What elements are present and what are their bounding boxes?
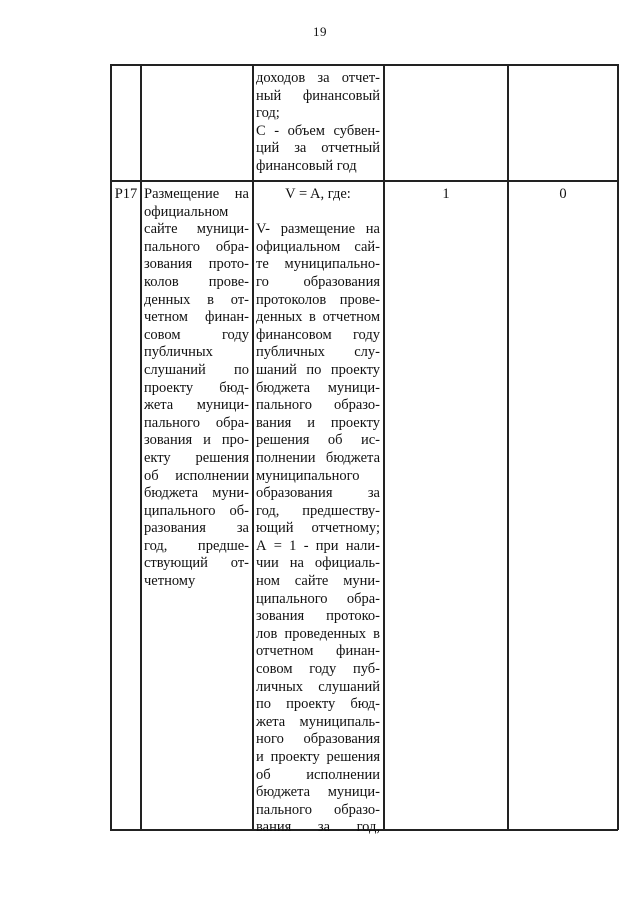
formula-line: шаний по проекту <box>256 361 380 378</box>
row-code-cell: Р17 <box>114 186 138 202</box>
formula-cell <box>256 186 380 837</box>
table-divider-formula <box>383 64 385 830</box>
formula-line: ципального обра- <box>256 590 380 607</box>
name-line: пального обра- <box>144 238 249 255</box>
formula-line: муниципального <box>256 467 360 484</box>
formula-line: год; <box>256 105 280 122</box>
formula-spacer <box>256 204 380 222</box>
formula-line: бюджета муници- <box>256 379 380 396</box>
name-line: год, предше- <box>144 537 249 554</box>
formula-line: жета муниципаль- <box>256 713 380 730</box>
name-line: денных в от- <box>144 291 249 308</box>
formula-line: ный финансовый <box>256 87 380 104</box>
formula-line: полнении бюджета <box>256 449 380 466</box>
formula-line: лов проведенных в <box>256 625 380 642</box>
name-line: официальном <box>144 203 229 220</box>
name-line: ствующий от- <box>144 555 249 572</box>
table-border-left <box>110 64 112 830</box>
formula-line: и проекту решения <box>256 749 380 765</box>
table-divider-name <box>252 64 254 830</box>
formula-line: го образования <box>256 273 380 290</box>
continuation-formula-cell <box>256 70 380 176</box>
formula-line: образования за <box>256 485 380 502</box>
name-line: публичных <box>144 344 213 361</box>
name-line: зования и про- <box>144 432 249 449</box>
formula-line: А = 1 - при нали- <box>256 537 380 554</box>
formula-line: ций за отчетный <box>256 140 380 157</box>
formula-line: доходов за отчет- <box>256 70 380 86</box>
formula-line: вания за год, <box>256 819 380 836</box>
name-line: четном финан- <box>144 309 249 326</box>
formula-line: ного образования <box>256 731 380 748</box>
formula-line: пального образо- <box>256 397 380 414</box>
formula-line: бюджета муници- <box>256 784 380 801</box>
formula-line: по проекту бюд- <box>256 696 380 713</box>
name-line: ципального об- <box>144 502 249 519</box>
table-row-separator <box>110 180 618 182</box>
formula-title: V = A, где: <box>285 186 351 202</box>
name-line: зования прото- <box>144 256 249 273</box>
formula-line: V- размещение на <box>256 221 380 238</box>
formula-line: публичных слу- <box>256 344 380 361</box>
formula-line: С - объем субвен- <box>256 122 380 139</box>
table-divider-value <box>507 64 509 830</box>
page-number: 19 <box>313 24 327 39</box>
name-line: слушаний по <box>144 361 249 378</box>
name-line: четному <box>144 573 196 590</box>
formula-line: денных в отчетном <box>256 309 380 326</box>
name-line: пального обра- <box>144 414 249 431</box>
table-divider-code <box>140 64 142 830</box>
name-line: бюджета муни- <box>144 485 249 502</box>
name-line: колов прове- <box>144 273 249 290</box>
value-yes-cell: 1 <box>442 186 450 202</box>
formula-line: решения об ис- <box>256 432 380 449</box>
table-border-top <box>110 64 618 66</box>
indicator-name-cell <box>144 186 249 591</box>
formula-line: финансовый год <box>256 157 357 174</box>
formula-line: официальном сай- <box>256 238 380 255</box>
formula-line: личных слушаний <box>256 678 380 695</box>
name-line: проекту бюд- <box>144 379 249 396</box>
name-line: об исполнении <box>144 467 249 484</box>
table-border-right <box>617 64 619 830</box>
formula-line: совом году пуб- <box>256 661 380 678</box>
formula-line: ном сайте муни- <box>256 573 380 590</box>
formula-line: пального образо- <box>256 801 380 818</box>
formula-line: ющий отчетному; <box>256 520 380 537</box>
name-line: совом году <box>144 326 249 343</box>
formula-line: вания и проекту <box>256 414 380 431</box>
formula-line: чии на официаль- <box>256 555 380 572</box>
formula-line: те муниципально- <box>256 256 380 273</box>
value-no-cell: 0 <box>559 186 567 202</box>
formula-line: зования протоко- <box>256 608 380 625</box>
formula-line: об исполнении <box>256 766 380 783</box>
name-line: разования за <box>144 520 249 537</box>
name-line: сайте муници- <box>144 221 249 238</box>
formula-line: год, предшеству- <box>256 502 380 519</box>
name-line: жета муници- <box>144 397 249 414</box>
formula-line: финансовом году <box>256 326 380 343</box>
name-line: Размещение на <box>144 186 249 202</box>
formula-line: отчетном финан- <box>256 643 380 660</box>
name-line: екту решения <box>144 449 249 466</box>
formula-line: протоколов прове- <box>256 291 380 308</box>
